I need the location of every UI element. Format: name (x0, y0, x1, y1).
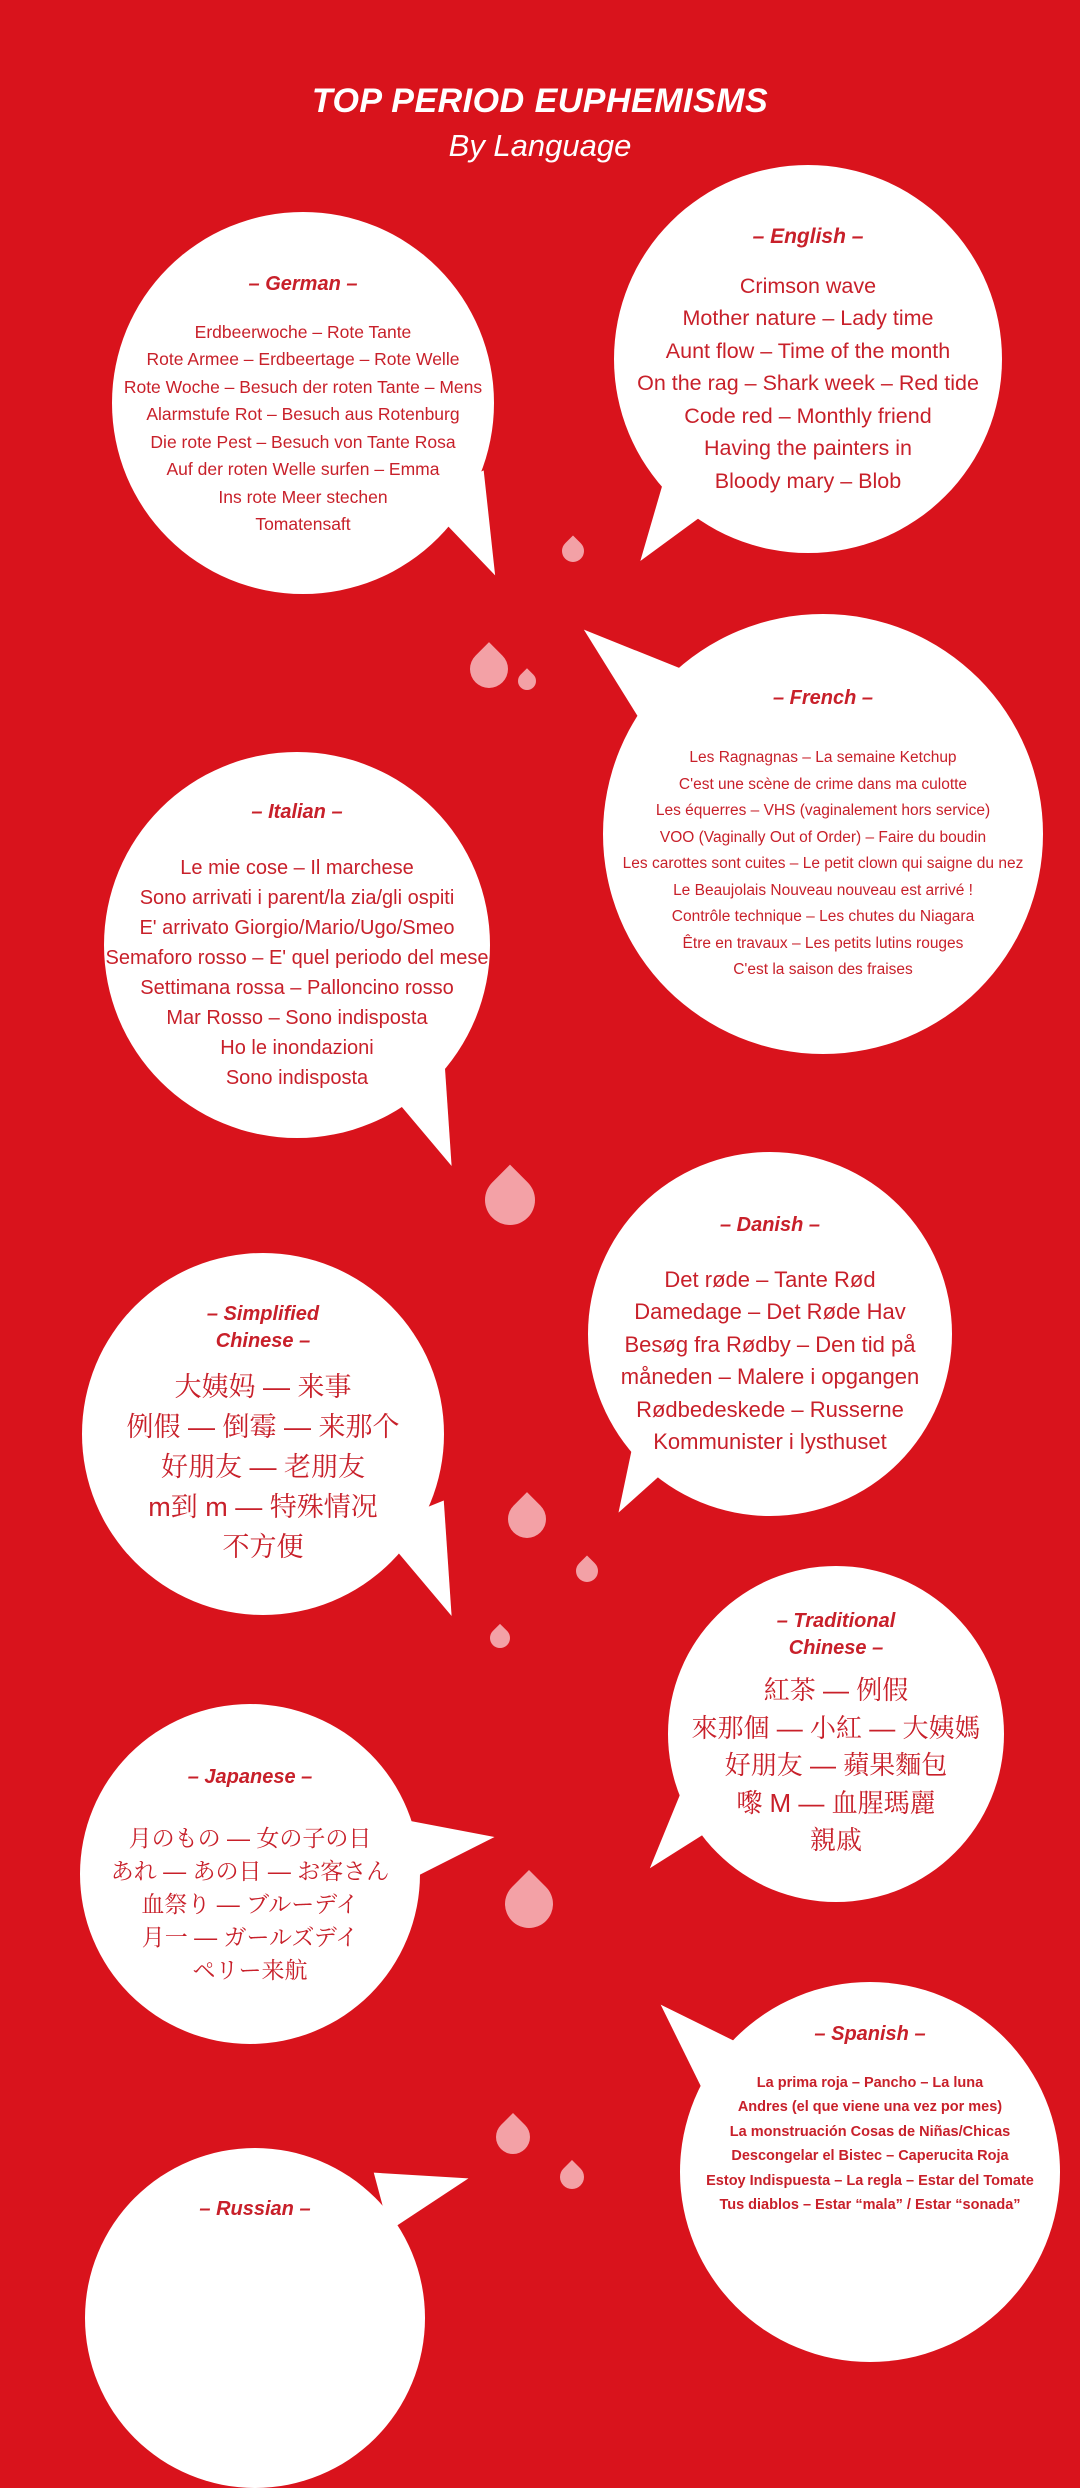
japanese-line: 月のもの — 女の子の日 (128, 1825, 372, 1851)
blood-drop-icon (486, 1624, 514, 1652)
german-line: Auf der roten Welle surfen – Emma (166, 459, 440, 480)
italian-bubble (104, 752, 490, 1138)
traditional-chinese-line: 紅茶 — 例假 (763, 1675, 909, 1706)
blood-drop-icon (571, 1555, 602, 1586)
simplified-chinese-line: m到 m — 特殊情况 (148, 1492, 378, 1522)
traditional-chinese-line: 好朋友 — 蘋果麵包 (724, 1750, 948, 1781)
english-line: Aunt flow – Time of the month (665, 338, 951, 363)
traditional-chinese-heading-line: – Traditional (776, 1610, 896, 1633)
italian-line: Ho le inondazioni (220, 1037, 374, 1059)
danish-line: måneden – Malere i opgangen (620, 1364, 920, 1390)
french-line: Les carottes sont cuites – Le petit clown qui saigne du nez (622, 855, 1024, 872)
traditional-chinese-bubble (668, 1566, 1004, 1902)
german-line: Alarmstufe Rot – Besuch aus Rotenburg (146, 404, 460, 425)
simplified-chinese-line: 大姨妈 — 来事 (174, 1372, 352, 1402)
french-line: C'est une scène de crime dans ma culotte (678, 775, 968, 793)
italian-line: Le mie cose – Il marchese (180, 857, 414, 879)
simplified-chinese-line: 不方便 (222, 1532, 304, 1562)
french-line: Être en travaux – Les petits lutins rouges (682, 934, 964, 952)
traditional-chinese-line: 親戚 (809, 1825, 862, 1856)
english-line: On the rag – Shark week – Red tide (637, 371, 979, 395)
blood-drop-icon (555, 2160, 589, 2194)
traditional-chinese-line: 來那個 — 小紅 — 大姨媽 (691, 1712, 981, 1743)
english-line: Crimson wave (739, 273, 877, 298)
french-line: Les Ragnagnas – La semaine Ketchup (689, 749, 957, 766)
italian-heading: – Italian – (251, 801, 343, 823)
japanese-line: 月一 — ガールズデイ (141, 1924, 359, 1950)
blood-drop-icon (557, 535, 588, 566)
danish-heading: – Danish – (719, 1214, 821, 1237)
page-title: TOP PERIOD EUPHEMISMS (311, 82, 769, 120)
german-bubble (112, 212, 494, 594)
traditional-chinese-heading (777, 1608, 896, 1662)
italian-list (106, 853, 489, 1093)
japanese-list (111, 1822, 390, 1987)
italian-line: Settimana rossa – Palloncino rosso (140, 977, 454, 999)
german-list (124, 319, 482, 539)
french-line: VOO (Vaginally Out of Order) – Faire du boudin (659, 828, 987, 846)
spanish-line: Andres (el que viene una vez por mes) (737, 2099, 1003, 2115)
french-line: Les équerres – VHS (vaginalement hors service) (655, 802, 991, 819)
japanese-line: あれ — あの日 — お客さん (110, 1858, 390, 1884)
traditional-chinese-line: 嚟 M — 血腥瑪麗 (736, 1787, 936, 1818)
simplified-chinese-heading-line: – Simplified (206, 1303, 320, 1325)
german-line: Rote Woche – Besuch der roten Tante – Mens (123, 376, 483, 397)
partial-bubble (85, 2148, 425, 2488)
french-bubble (603, 614, 1043, 1054)
simplified-chinese-list (126, 1367, 399, 1567)
french-heading: – French – (772, 686, 874, 709)
spanish-heading: – Spanish – (814, 2023, 926, 2045)
english-heading: – English – (752, 225, 864, 248)
simplified-chinese-heading (207, 1301, 319, 1355)
english-line: Having the painters in (704, 436, 912, 460)
blood-drop-icon (514, 668, 539, 693)
japanese-line: 血祭り — ブルーデイ (141, 1891, 359, 1917)
english-line: Mother nature – Lady time (682, 306, 934, 330)
spanish-line: Descongelar el Bistec – Caperucita Roja (731, 2148, 1009, 2164)
blood-drop-icon (500, 1492, 554, 1546)
french-list (623, 745, 1024, 984)
italian-line: Sono arrivati i parent/la zia/gli ospiti (139, 887, 455, 909)
danish-line: Det røde – Tante Rød (664, 1266, 876, 1292)
german-line: Rote Armee – Erdbeertage – Rote Welle (146, 349, 460, 370)
simplified-chinese-line: 好朋友 — 老朋友 (160, 1452, 365, 1482)
japanese-bubble (80, 1704, 420, 2044)
french-line: C'est la saison des fraises (733, 961, 913, 978)
german-line: Erdbeerwoche – Rote Tante (194, 321, 412, 342)
italian-line: E' arrivato Giorgio/Mario/Ugo/Smeo (139, 917, 455, 939)
danish-line: Besøg fra Rødby – Den tid på (624, 1331, 916, 1357)
simplified-chinese-line: 例假 — 倒霉 — 来那个 (126, 1412, 400, 1442)
italian-line: Mar Rosso – Sono indisposta (166, 1007, 428, 1029)
spanish-line: La prima roja – Pancho – La luna (756, 2074, 984, 2091)
japanese-line: ペリー来航 (192, 1957, 308, 1983)
spanish-line: La monstruación Cosas de Niñas/Chicas (729, 2123, 1011, 2140)
partial-heading: – Russian – (199, 2198, 311, 2220)
danish-line: Rødbedeskede – Russerne (636, 1396, 904, 1422)
french-line: Contrôle technique – Les chutes du Niagara (671, 908, 975, 925)
english-list (637, 270, 979, 498)
german-heading: – German – (248, 273, 358, 296)
blood-drop-icon (495, 1870, 563, 1938)
spanish-line: Estoy Indispuesta – La regla – Estar del Tomate (706, 2172, 1034, 2189)
spanish-list (706, 2071, 1034, 2218)
blood-drop-icon (475, 1165, 546, 1236)
page-subtitle: By Language (448, 128, 632, 163)
traditional-chinese-heading-line: Chinese – (788, 1637, 884, 1660)
danish-bubble (588, 1152, 952, 1516)
italian-line: Semaforo rosso – E' quel periodo del mese (105, 947, 489, 969)
danish-line: Kommunister i lysthuset (653, 1429, 887, 1455)
danish-list (621, 1264, 919, 1459)
english-line: Code red – Monthly friend (684, 403, 932, 428)
english-bubble (614, 165, 1002, 553)
german-line: Die rote Pest – Besuch von Tante Rosa (150, 431, 456, 452)
german-line: Tomatensaft (255, 514, 351, 535)
french-line: Le Beaujolais Nouveau nouveau est arrivé ! (673, 881, 973, 899)
danish-line: Damedage – Det Røde Hav (634, 1299, 906, 1325)
blood-drop-icon (489, 2113, 537, 2161)
spanish-bubble (680, 1982, 1060, 2362)
traditional-chinese-list (692, 1672, 981, 1860)
spanish-line: Tus diablos – Estar “mala” / Estar “sonada” (719, 2197, 1021, 2213)
german-line: Ins rote Meer stechen (218, 486, 388, 507)
italian-line: Sono indisposta (225, 1067, 369, 1089)
simplified-chinese-bubble (82, 1253, 444, 1615)
english-line: Bloody mary – Blob (714, 468, 902, 493)
blood-drop-icon (462, 642, 516, 696)
simplified-chinese-heading-line: Chinese – (215, 1330, 311, 1352)
japanese-heading: – Japanese – (187, 1766, 313, 1788)
